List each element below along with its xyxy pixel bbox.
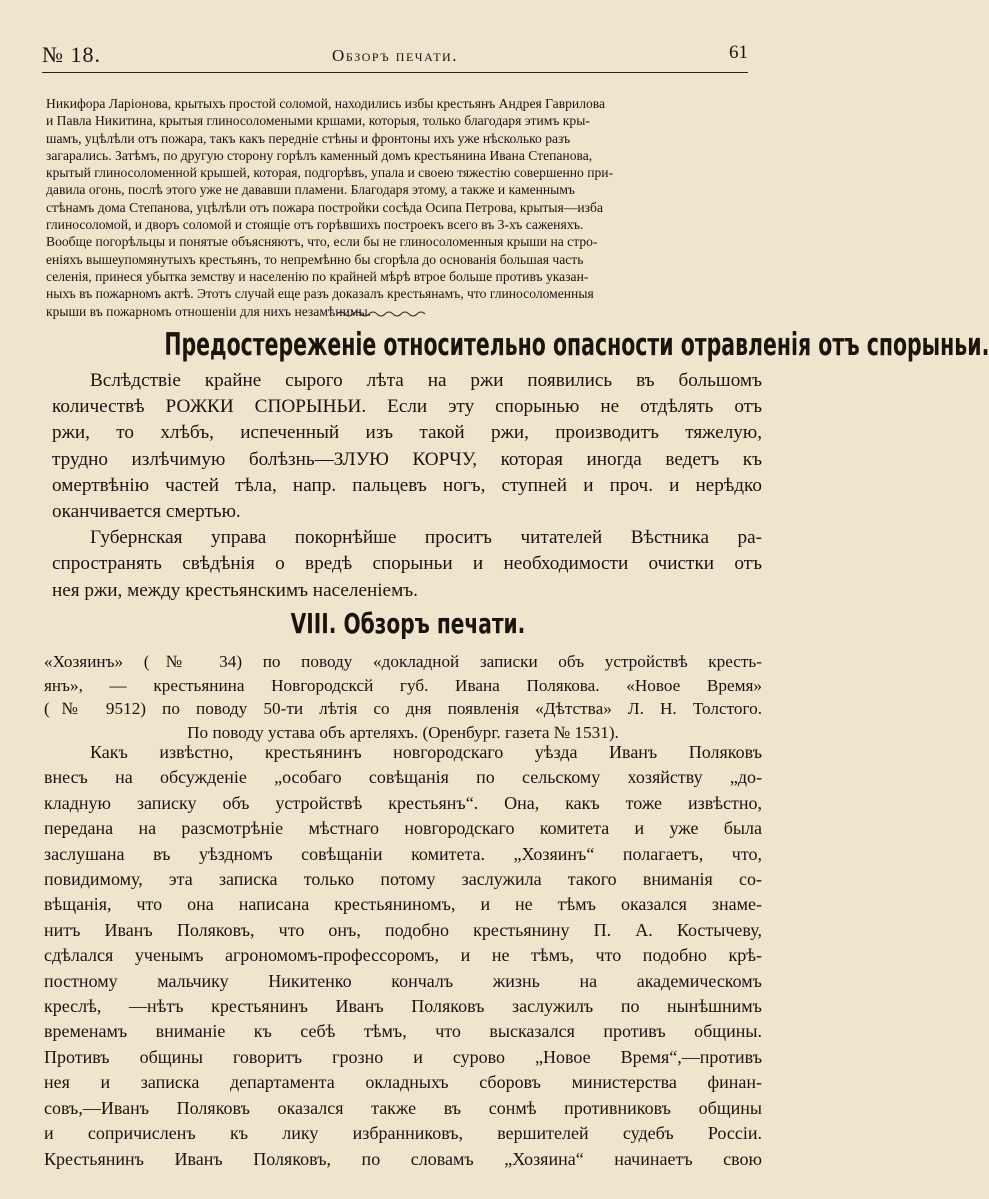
text-line: загарались. Затѣмъ, по другую сторону горѣлъ каменный домъ крестьянина Ивана Степанова, [46,147,593,163]
text-line: крыши въ пожарномъ отношеніи для нихъ незамѣнимы. [46,303,371,319]
text-line: количествѣ РОЖКИ СПОРЫНЬИ. Если эту спорынью не отдѣлять отъ [52,396,762,418]
text-line: Противъ общины говоритъ грозно и сурово „Новое Время“,—противъ [44,1046,762,1067]
text-line: передана на разсмотрѣніе мѣстнаго новгородскаго комитета и уже была [44,818,762,839]
warning-heading: Предостереженіе относительно опасности отравленія отъ спорыньи. [164,327,989,363]
text-line: глиносоломой, и дворъ соломой и стоящіе отъ горѣвшихъ построекъ всего въ 3-хъ саженяхъ. [46,217,584,233]
running-header [42,42,748,73]
page-number: 61 [729,42,748,63]
text-line: временамъ вниманіе къ себѣ тѣмъ, что высказался противъ общины. [44,1021,762,1042]
text-line: омертвѣнію частей тѣла, напр. пальцевъ ногъ, ступней и проч. и нерѣдко [52,474,762,496]
text-line: шамъ, уцѣлѣли отъ пожара, такъ какъ передніе стѣны и фронтоны ихъ уже нѣсколько разъ [46,130,571,146]
text-line: (№ 9512) по поводу 50-ти лѣтія со дня появленія «Дѣтства» Л. Н. Толстого. [44,699,762,718]
text-line: повидимому, эта записка только потому заслужила такого вниманія со- [44,869,762,890]
text-line: креслѣ, —нѣтъ крестьянинъ Иванъ Поляковъ заслужилъ по нынѣшнимъ [44,996,762,1017]
text-line: нея ржи, между крестьянскимъ населеніемъ. [52,579,418,601]
text-line: спространять свѣдѣнія о вредѣ спорыньи и необходимости очистки отъ [52,553,762,575]
text-line: селенія, принеся убытка земству и населенію по крайней мѣрѣ втрое больше противъ указан- [46,268,589,284]
section-sources-summary [44,650,762,744]
text-line: кладную записку объ устройствѣ крестьянъ“. Она, какъ тоже извѣстно, [44,792,762,813]
text-line: Губернская управа покорнѣйше проситъ читателей Вѣстника ра- [90,527,762,549]
text-line: Никифора Ларіонова, крытыхъ простой соломой, находились избы крестьянъ Андрея Гаврилова [46,96,606,111]
wavy-divider [337,310,423,318]
text-line: и сопричисленъ къ лику избранниковъ, вершителей судебъ Россіи. [44,1123,762,1144]
text-line: и Павла Никитина, крытыя глиносоломеными кршами, которыя, только благодаря этимъ кры- [46,113,590,129]
text-line: Крестьянинъ Иванъ Поляковъ, по словамъ „Хозяина“ начинаетъ свою [44,1148,762,1169]
text-line: еніяхъ вышеупомянутыхъ крестьянъ, то непремѣнно бы сгорѣла до основанія большая часть [46,251,584,267]
issue-number: № 18. [42,42,101,67]
text-line: внесъ на обсужденіе „особаго совѣщанія по сельскому хозяйству „до- [44,767,762,788]
fire-report-paragraph [46,95,756,320]
text-line: Вообще погорѣльцы и понятые объясняютъ, что, если бы не глиносоломенныя крыши на стро- [46,234,598,250]
text-line: вѣщанія, что она написана крестьяниномъ, и не тѣмъ оказался знаме- [44,894,762,915]
text-line: совъ,—Иванъ Поляковъ оказался также въ сонмѣ противниковъ общины [44,1097,762,1118]
text-line: Вслѣдствіе крайне сырого лѣта на ржи появились въ большомъ [90,370,762,391]
text-line: По поводу устава объ артеляхъ. (Оренбург. газета № 1531). [187,722,619,742]
text-line: нитъ Иванъ Поляковъ, что онъ, подобно крестьянину П. А. Костычеву, [44,919,762,940]
text-line: постному мальчику Никитенко кончалъ жизнь на академическомъ [44,970,762,991]
text-line: ржи, то хлѣбъ, испеченный изъ такой ржи, производитъ тяжелую, [52,422,762,444]
text-line: «Хозяинъ» (№ 34) по поводу «докладной записки объ устройствѣ кресть- [44,652,762,671]
ergot-warning-notice [52,368,762,604]
text-line: ныхъ въ пожарномъ актѣ. Этотъ случай еще разъ доказалъ крестьянамъ, что глиносоломенныя [46,286,594,302]
text-line: нея и записка департамента окладныхъ сборовъ министерства финан- [44,1072,762,1093]
text-line: трудно излѣчимую болѣзнь—ЗЛУЮ КОРЧУ, которая иногда ведетъ къ [52,448,762,470]
text-line: давила огонь, послѣ этого уже не дававши пламени. Благодаря этому, а также и каменнымъ [46,182,575,198]
text-line: сдѣлался ученымъ агрономомъ-профессоромъ, и не тѣмъ, что подобно крѣ- [44,945,762,966]
text-line: крытый глиносоломенной крышей, которая, подгорѣвъ, упала и своею тяжестію совершенно при- [46,165,614,181]
text-line: янъ», — крестьянина Новгородсксй губ. Ивана Полякова. «Новое Время» [44,675,762,695]
section-heading: VIII. Обзоръ печати. [290,607,526,640]
header-title: Обзоръ печати. [332,46,458,65]
text-line: заслушана въ уѣздномъ совѣщаніи комитета. „Хозяинъ“ полагаетъ, что, [44,843,762,864]
article-body [44,740,762,1172]
text-line: оканчивается смертью. [52,501,241,523]
text-line: Какъ извѣстно, крестьянинъ новгородскаго уѣзда Иванъ Поляковъ [90,742,762,762]
text-line: стѣнамъ дома Степанова, уцѣлѣли отъ пожара постройки сосѣда Осипа Петрова, крытыя—изба [46,199,603,215]
